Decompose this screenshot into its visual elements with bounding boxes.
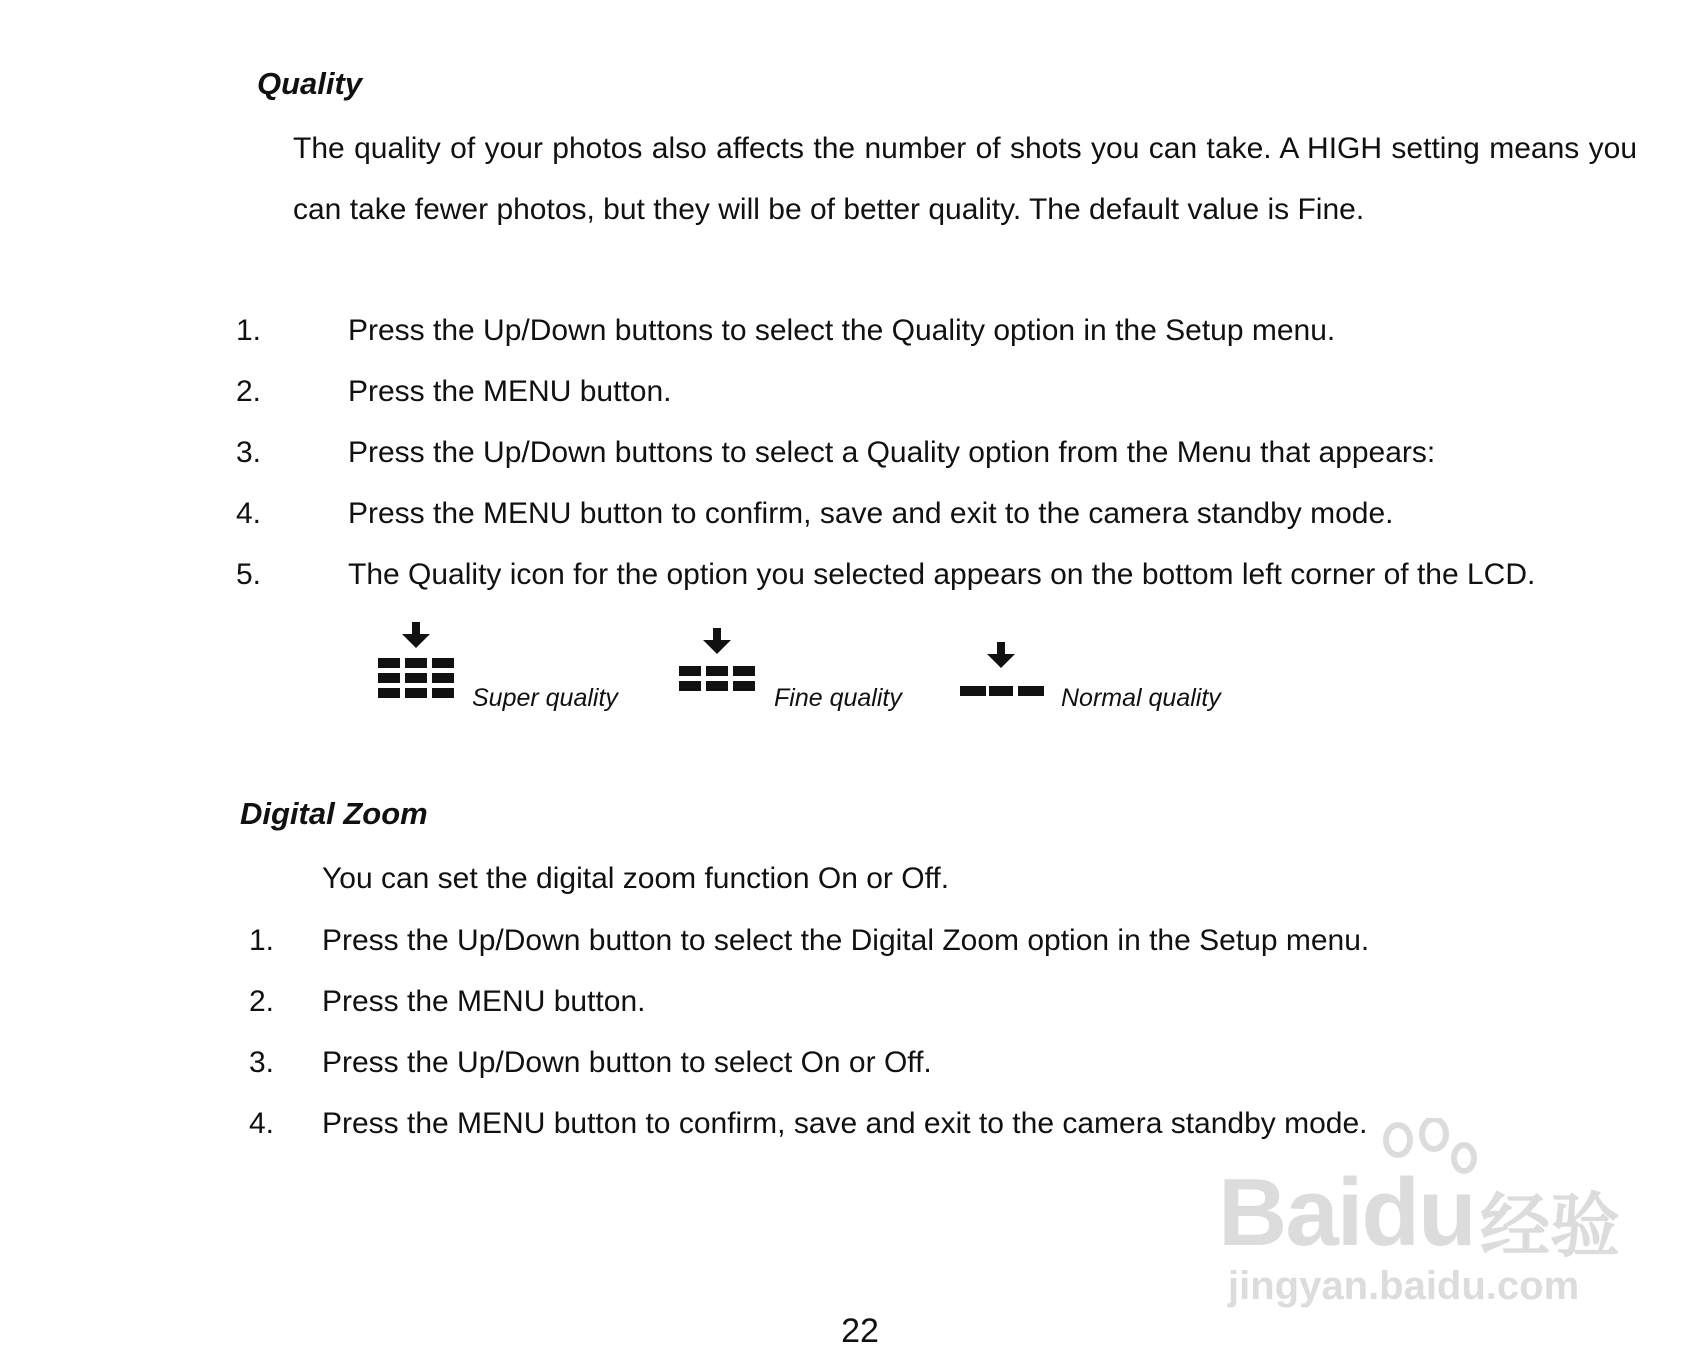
quality-icon-label: Normal quality <box>1061 684 1221 712</box>
watermark-cn: 经验 <box>1480 1187 1620 1265</box>
step-number: 1. <box>249 924 275 957</box>
quality-icon-label: Fine quality <box>774 684 902 712</box>
list-item <box>249 971 1669 1032</box>
step-text: Press the MENU button. <box>322 985 646 1018</box>
digital-zoom-intro: You can set the digital zoom function On or Off. <box>322 862 950 895</box>
step-number: 2. <box>249 985 275 1018</box>
list-item <box>236 361 1656 422</box>
super-quality-icon <box>376 618 456 702</box>
step-number: 2. <box>236 375 262 408</box>
step-number: 4. <box>236 497 262 530</box>
step-number: 5. <box>236 558 262 591</box>
list-item <box>249 1032 1669 1093</box>
quality-heading: Quality <box>257 66 363 101</box>
fine-quality-icon <box>677 618 757 702</box>
step-text: Press the Up/Down buttons to select a Quality option from the Menu that appears: <box>348 436 1436 469</box>
step-text: Press the MENU button to confirm, save and exit to the camera standby mode. <box>322 1107 1368 1140</box>
step-number: 1. <box>236 314 262 347</box>
list-item <box>236 544 1656 605</box>
list-item <box>236 300 1656 361</box>
step-text: Press the MENU button. <box>348 375 672 408</box>
step-text: The Quality icon for the option you selected appears on the bottom left corner of the LCD. <box>348 558 1536 591</box>
step-number: 3. <box>249 1046 275 1079</box>
quality-icon-label: Super quality <box>472 684 618 712</box>
quality-paragraph: The quality of your photos also affects the number of shots you can take. A HIGH setting means you can take fewer photos, but they will be of better quality. The default value is Fine. <box>293 132 1637 226</box>
watermark-url: jingyan.baidu.com <box>1228 1264 1580 1308</box>
step-text: Press the Up/Down button to select the Digital Zoom option in the Setup menu. <box>322 924 1370 957</box>
list-item <box>236 483 1656 544</box>
step-text: Press the Up/Down buttons to select the Quality option in the Setup menu. <box>348 314 1336 347</box>
quality-steps <box>236 300 1656 605</box>
step-number: 3. <box>236 436 262 469</box>
watermark-brand: Baidu <box>1218 1159 1475 1266</box>
list-item <box>236 422 1656 483</box>
baidu-watermark <box>1218 1118 1628 1318</box>
step-number: 4. <box>249 1107 275 1140</box>
normal-quality-icon <box>958 618 1048 702</box>
step-text: Press the Up/Down button to select On or Off. <box>322 1046 932 1079</box>
digital-zoom-heading: Digital Zoom <box>240 796 428 831</box>
quality-icon-legend <box>376 618 1276 718</box>
list-item <box>249 910 1669 971</box>
page-number: 22 <box>841 1312 879 1350</box>
step-text: Press the MENU button to confirm, save and exit to the camera standby mode. <box>348 497 1394 530</box>
